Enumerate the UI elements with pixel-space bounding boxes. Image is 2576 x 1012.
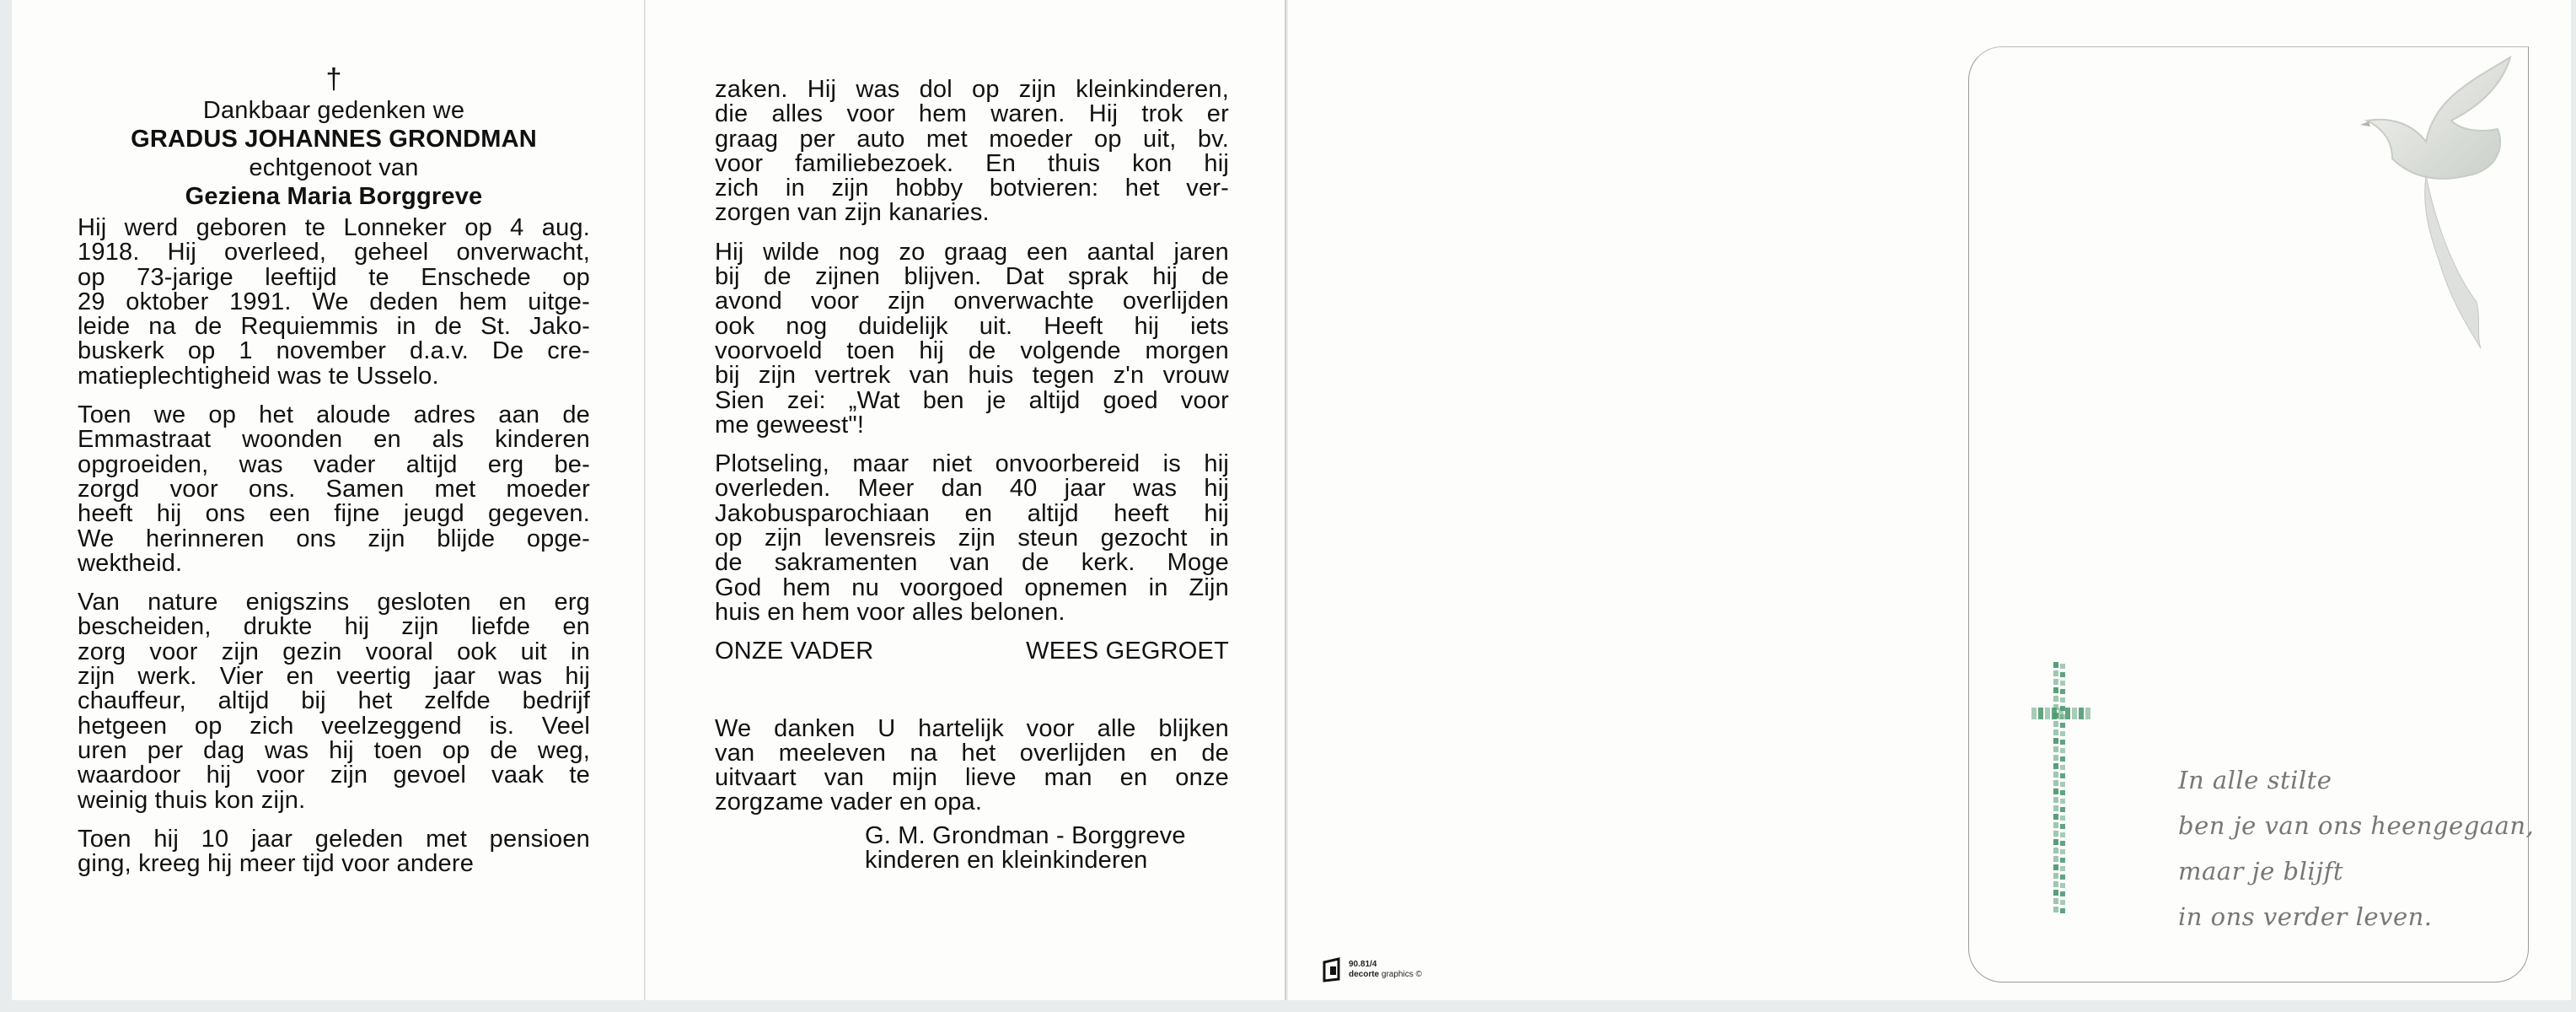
signature-line: G. M. Grondman - Borggreve xyxy=(865,821,1186,849)
text-line: chauffeur, altijd bij het zelfde bedrijf xyxy=(78,687,590,715)
text-line: Toen hij 10 jaar geleden met pensioen xyxy=(78,825,590,853)
cross-tile xyxy=(2060,697,2065,702)
mosaic-cross-icon xyxy=(2031,662,2090,923)
text-line: Hij werd geboren te Lonneker op 4 aug. xyxy=(78,214,590,241)
cross-tile xyxy=(2060,681,2065,686)
poem xyxy=(2178,757,2534,939)
cross-tile xyxy=(2053,696,2058,702)
spouse-intro: echtgenoot van xyxy=(249,154,419,181)
cross-tile xyxy=(2060,731,2065,736)
text-line: me geweest"! xyxy=(715,411,865,439)
cross-tile xyxy=(2060,858,2065,863)
text-line: bij zijn vertrek van huis tegen z'n vrouw xyxy=(715,362,1229,390)
cross-tile xyxy=(2060,816,2065,821)
text-line: buskerk op 1 november d.a.v. De cre- xyxy=(78,337,590,365)
cross-tile xyxy=(2060,773,2065,778)
cross-tile xyxy=(2060,782,2065,787)
text-line: wektheid. xyxy=(78,549,183,577)
cross-tile xyxy=(2053,881,2058,887)
text-line: weinig thuis kon zijn. xyxy=(78,786,306,814)
cross-tile xyxy=(2060,765,2065,770)
cross-tile xyxy=(2053,797,2058,803)
printer-logo xyxy=(1322,957,1422,982)
cross-tile xyxy=(2060,790,2065,795)
cross-symbol: † xyxy=(325,63,342,95)
cross-tile xyxy=(2038,708,2043,719)
spouse-name: Geziena Maria Borggreve xyxy=(185,183,483,210)
paragraph xyxy=(715,452,1229,625)
cross-tile xyxy=(2060,807,2065,812)
text-line: leide na de Requiemmis in de St. Jako- xyxy=(78,313,590,341)
cross-tile xyxy=(2053,873,2058,879)
text-line: zaken. Hij was dol op zijn kleinkinderen, xyxy=(715,76,1229,103)
cross-tile xyxy=(2053,780,2058,786)
text-line: voor familiebezoek. En thuis kon hij xyxy=(715,149,1229,177)
cross-tile xyxy=(2053,662,2058,668)
cross-tile xyxy=(2045,708,2050,719)
text-line: God hem nu voorgoed opnemen in Zijn xyxy=(715,573,1229,601)
paragraph xyxy=(78,827,590,877)
prayer-wees-gegroet: WEES GEGROET xyxy=(1026,638,1229,665)
poem-line: ben je van ons heengegaan, xyxy=(2178,811,2535,840)
text-line: zorgzame vader en opa. xyxy=(715,789,983,816)
printer-suffix: graphics © xyxy=(1381,970,1422,979)
text-line: We danken U hartelijk voor alle blijken xyxy=(715,714,1229,742)
cross-tile xyxy=(2053,729,2058,735)
text-line: zorgd voor ons. Samen met moeder xyxy=(78,475,590,503)
cross-tile xyxy=(2053,738,2058,744)
cross-tile xyxy=(2053,856,2058,862)
text-line: Emmastraat woonden en als kinderen xyxy=(78,426,590,454)
text-line: voorvoeld toen hij de volgende morgen xyxy=(715,336,1229,364)
card-middle-panel xyxy=(646,0,1286,1000)
text-line: 29 oktober 1991. We deden hem uitge- xyxy=(78,288,590,315)
cross-tile xyxy=(2060,664,2065,669)
cross-tile xyxy=(2053,864,2058,870)
cross-tile xyxy=(2053,670,2058,676)
signature-line: kinderen en kleinkinderen xyxy=(865,847,1148,875)
deceased-name: GRADUS JOHANNES GRONDMAN xyxy=(131,126,537,153)
cross-tile xyxy=(2053,898,2058,904)
text-line: van meeleven na het overlijden en de xyxy=(715,739,1229,767)
biography-text-continued xyxy=(715,78,1229,625)
cross-tile xyxy=(2053,772,2058,778)
cross-tile xyxy=(2060,841,2065,846)
cross-tile xyxy=(2065,708,2070,719)
cross-tile xyxy=(2060,740,2065,745)
cross-tile xyxy=(2053,763,2058,769)
text-line: avond voor zijn onverwachte overlijden xyxy=(715,288,1229,315)
text-line: zijn werk. Vier en veertig jaar was hij xyxy=(78,663,590,691)
paragraph xyxy=(78,403,590,576)
poem-line: In alle stilte xyxy=(2178,766,2332,794)
poem-line: maar je blijft xyxy=(2178,857,2344,886)
text-line: uitvaart van mijn lieve man en onze xyxy=(715,764,1229,792)
cross-tile xyxy=(2060,799,2065,804)
text-line: de sakramenten van de kerk. Moge xyxy=(715,549,1229,577)
text-line: zich in zijn hobby botvieren: het ver- xyxy=(715,175,1229,202)
text-line: overleden. Meer dan 40 jaar was hij xyxy=(715,475,1229,503)
printer-logo-icon xyxy=(1322,957,1344,982)
text-line: 1918. Hij overleed, geheel onverwacht, xyxy=(78,239,590,266)
dove-icon xyxy=(2266,49,2519,353)
obituary-left-column xyxy=(78,62,590,891)
text-line: Hij wilde nog zo graag een aantal jaren xyxy=(715,238,1229,266)
text-line: Jakobusparochiaan en altijd heeft hij xyxy=(715,499,1229,527)
cross-tile xyxy=(2053,721,2058,727)
text-line: bescheiden, drukte hij zijn liefde en xyxy=(78,613,590,641)
cross-tile xyxy=(2060,832,2065,837)
text-line: opgroeiden, was vader altijd erg be- xyxy=(78,450,590,478)
cross-tile xyxy=(2053,831,2058,837)
cross-tile xyxy=(2060,756,2065,762)
cross-tile xyxy=(2053,890,2058,896)
text-line: Plotseling, maar niet onvoorbereid is hij xyxy=(715,450,1229,478)
cross-tile xyxy=(2060,900,2065,905)
card-left-panel xyxy=(12,0,645,1000)
paragraph xyxy=(78,590,590,813)
cross-tile xyxy=(2085,708,2090,719)
cross-tile xyxy=(2053,814,2058,820)
cross-tile xyxy=(2060,883,2065,888)
text-line: Van nature enigszins gesloten en erg xyxy=(78,589,590,616)
cross-tile xyxy=(2060,875,2065,880)
cross-tile xyxy=(2053,746,2058,752)
cross-tile xyxy=(2053,679,2058,685)
text-line: huis en hem voor alles belonen. xyxy=(715,598,1065,626)
cross-tile xyxy=(2072,708,2077,719)
text-line: Sien zei: „Wat ben je altijd goed voor xyxy=(715,386,1229,414)
obituary-middle-column xyxy=(715,78,1229,873)
cross-tile xyxy=(2060,723,2065,728)
text-line: We herinneren ons zijn blijde opge- xyxy=(78,525,590,552)
thanks-text xyxy=(715,714,1229,816)
biography-text xyxy=(78,216,590,876)
text-line: op zijn levensreis zijn steun gezocht in xyxy=(715,525,1229,552)
cross-tile xyxy=(2060,689,2065,694)
paragraph xyxy=(715,240,1229,438)
cross-tile xyxy=(2060,866,2065,871)
text-line: graag per auto met moeder op uit, bv. xyxy=(715,125,1229,153)
cross-tile xyxy=(2053,907,2058,912)
text-line: die alles voor hem waren. Hij trok er xyxy=(715,100,1229,128)
cross-tile xyxy=(2052,708,2057,719)
cross-tile xyxy=(2060,672,2065,677)
cross-tile xyxy=(2060,891,2065,896)
cross-tile xyxy=(2060,908,2065,913)
card-front-panel xyxy=(1288,0,2571,1000)
cross-tile xyxy=(2053,805,2058,811)
cross-tile xyxy=(2053,848,2058,853)
text-line: zorg voor zijn gezin vooral ook uit in xyxy=(78,638,590,665)
printer-code: 90.81/4 xyxy=(1349,960,1377,969)
prayers-row xyxy=(715,639,1229,664)
paragraph xyxy=(715,78,1229,226)
text-line: Toen we op het aloude adres aan de xyxy=(78,401,590,429)
printer-brand: decorte xyxy=(1349,970,1380,979)
cross-tile xyxy=(2053,789,2058,794)
text-line: hetgeen op zich veelzeggend is. Veel xyxy=(78,712,590,740)
text-line: ook nog duidelijk uit. Heeft hij iets xyxy=(715,312,1229,340)
cross-tile xyxy=(2053,687,2058,693)
text-line: bij de zijnen blijven. Dat sprak hij de xyxy=(715,263,1229,291)
intro-text: Dankbaar gedenken we xyxy=(202,97,465,124)
text-line: waardoor hij voor zijn gevoel vaak te xyxy=(78,762,590,789)
text-line: op 73-jarige leeftijd te Enschede op xyxy=(78,263,590,291)
prayer-onze-vader: ONZE VADER xyxy=(715,638,874,665)
text-line: matieplechtigheid was te Usselo. xyxy=(78,362,439,390)
paragraph xyxy=(78,216,590,389)
signature xyxy=(865,821,1229,875)
cross-tile xyxy=(2053,755,2058,761)
cross-tile xyxy=(2060,748,2065,753)
text-line: ging, kreeg hij meer tijd voor andere xyxy=(78,850,475,878)
cross-tile xyxy=(2079,708,2084,719)
cross-tile xyxy=(2060,824,2065,829)
text-line: heeft hij ons een fijne jeugd gegeven. xyxy=(78,500,590,528)
cross-tile xyxy=(2060,849,2065,854)
poem-line: in ons verder leven. xyxy=(2178,902,2433,931)
cross-tile xyxy=(2053,822,2058,828)
cross-tile xyxy=(2031,708,2037,719)
text-line: uren per dag was hij toen op de weg, xyxy=(78,736,590,764)
cross-tile xyxy=(2053,839,2058,845)
cross-tile xyxy=(2058,708,2063,719)
text-line: zorgen van zijn kanaries. xyxy=(715,199,990,227)
